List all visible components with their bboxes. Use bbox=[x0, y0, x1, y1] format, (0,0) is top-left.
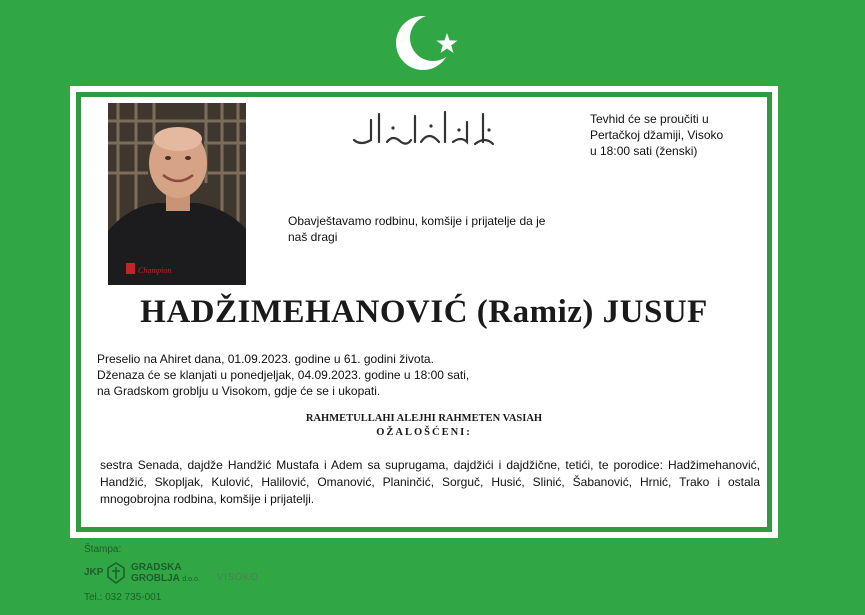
gradska-groblja-logo-icon bbox=[106, 562, 126, 584]
mourners-title: OŽALOŠĆENI: bbox=[376, 427, 472, 438]
announcement-line-1: Obavještavamo rodbinu, komšije i prijatelje da je bbox=[288, 214, 546, 228]
printer-phone: Tel.: 032 735-001 bbox=[84, 592, 162, 603]
printer-info bbox=[84, 544, 284, 606]
printer-city: VISOKO bbox=[217, 572, 259, 583]
deceased-name: HADŽIMEHANOVIĆ (Ramiz) JUSUF bbox=[140, 294, 708, 330]
details-line-3: na Gradskom groblju u Visokom, gdje će se i ukopati. bbox=[97, 384, 381, 398]
mourners-list: sestra Senada, dajdže Handžić Mustafa i Adem sa suprugama, dajdžići i dajdžične, tetići, te porodice: Hadžimehanović, Handžić, Skopljak, Kulović, Halilović, Omanović, Planinčić, Sorguč, Husić, Slinić, Šabanović, Hrnić, Trako i ostala mnogobrojna rodbina, komšije i prijatelji. bbox=[100, 458, 760, 506]
tevhid-line-3: u 18:00 sati (ženski) bbox=[590, 144, 698, 158]
printer-company-line-1: GRADSKA bbox=[131, 562, 182, 573]
announcement-line-2: naš dragi bbox=[288, 230, 338, 244]
tevhid-info bbox=[590, 111, 765, 159]
printer-company bbox=[131, 562, 200, 585]
printer-jkp: JKP bbox=[84, 567, 104, 578]
printer-company-suffix: d.o.o. bbox=[182, 576, 200, 583]
obituary-notice bbox=[70, 86, 778, 538]
details-line-2: Dženaza će se klanjati u ponedjeljak, 04.09.2023. godine u 18:00 sati, bbox=[97, 368, 470, 382]
arabic-calligraphy-inna-lillahi bbox=[349, 106, 499, 152]
details-line-1: Preselio na Ahiret dana, 01.09.2023. godine u 61. godini života. bbox=[97, 352, 434, 366]
funeral-details bbox=[97, 351, 537, 399]
rahmet-prayer: RAHMETULLAHI ALEJHI RAHMETEN VASIAH bbox=[305, 413, 543, 424]
announcement bbox=[288, 213, 588, 245]
portrait-photo bbox=[108, 103, 246, 285]
rahmet-block bbox=[70, 412, 778, 440]
tevhid-line-1: Tevhid će se proučiti u bbox=[590, 112, 709, 126]
printer-company-line-2: GROBLJA bbox=[131, 573, 180, 584]
printer-label: Štampa: bbox=[84, 544, 122, 555]
crescent-star-icon bbox=[388, 8, 468, 78]
tevhid-line-2: Pertačkoj džamiji, Visoko bbox=[590, 128, 724, 142]
svg-text:Champion: Champion bbox=[138, 266, 172, 275]
